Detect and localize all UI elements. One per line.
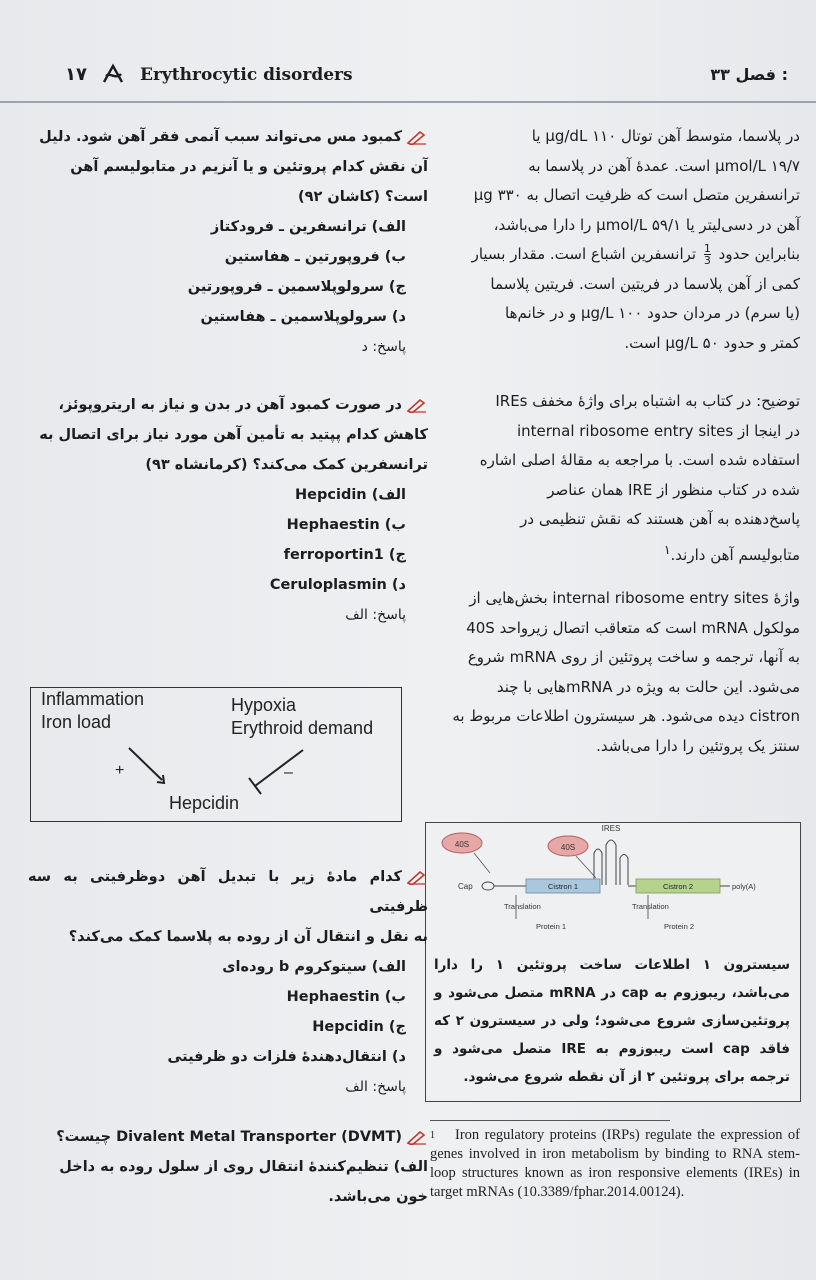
footnote-text: Iron regulatory proteins (IRPs) regulate the expression of genes involved in iron metabolism by binding to RNA stem-loop structures known as iron responsive elements (IREs) in target mRNAs (10.3389/fphar.2014.00124). (430, 1127, 800, 1200)
label-cap: Cap (458, 882, 473, 891)
stem-line: (DVMT) Divalent Metal Transporter چیست؟ (56, 1129, 402, 1145)
answer: پاسخ: الف (345, 1079, 406, 1095)
label-hypoxia: Hypoxia (231, 695, 297, 715)
footnote-marker: 1 (430, 1130, 435, 1141)
text-line: در اینجا از internal ribosome entry sites (516, 421, 800, 440)
ires-diagram (426, 823, 800, 948)
option-d: د) Ceruloplasmin (269, 577, 406, 593)
figure-caption: سیسترون ۱ اطلاعات ساخت پروتئین ۱ را دارا می‌باشد، ریبوزوم به cap در mRNA متصل می‌شود و پروتئین‌سازی شروع می‌شود؛ ولی در سیسترون ۲ که فاقد cap است ریبوزوم به IRE متصل می‌شود و ترجمه برای پروتئین ۲ از آن نقطه شروع می‌شود. (434, 957, 791, 1085)
option-c: ج) Hepcidin (312, 1019, 406, 1035)
text-line: مولکول mRNA است که متعاقب اتصال زیرواحد 40S (466, 618, 800, 637)
question-stem (28, 1122, 428, 1152)
question-stem (28, 862, 428, 952)
ires-figure (425, 822, 801, 1102)
label-minus: – (284, 764, 293, 781)
pen-icon (406, 129, 428, 145)
label-iron-load: Iron load (41, 712, 112, 732)
inhibition-bar (249, 778, 261, 794)
label-40s-left: 40S (454, 840, 470, 849)
label-cistron-2: Cistron 2 (662, 882, 694, 891)
stem-line: در صورت کمبود آهن در بدن و نیاز به اریتروپوئز، (58, 397, 402, 413)
option-b: ب) فروپورتین ـ هفاستین (224, 249, 406, 265)
left-column (28, 122, 428, 630)
header-divider (0, 101, 816, 103)
text-line: کمتر و حدود ۵۰ µg/L است. (624, 333, 800, 352)
option-a: الف) ترانسفرین ـ فرودکتاز (210, 219, 406, 235)
binding-arrow (474, 853, 490, 873)
inhibition-line (255, 750, 303, 786)
text-line: سنتز یک پروتئین را دارا می‌باشد. (596, 736, 800, 755)
stem-line: کاهش کدام پپتید به تأمین آهن مورد نیاز برای اتصال به (39, 427, 428, 443)
book-logo-icon (100, 62, 126, 88)
activation-arrow (129, 748, 162, 780)
text-line: آهن در دسی‌لیتر یا ۵۹/۱ µmol/L را دارا می‌باشد، (493, 215, 800, 234)
label-erythroid-demand: Erythroid demand (231, 718, 374, 738)
stem-line: آن نقش کدام پروتئین و یا آنزیم در متابولیسم آهن (70, 159, 428, 175)
text-line: کمی از آهن پلاسما در فریتین است. فریتین پلاسما (490, 274, 800, 293)
label-cistron-1: Cistron 1 (547, 882, 579, 891)
footnote (430, 1126, 800, 1202)
fraction-one-third (704, 243, 711, 266)
text-line: (یا سرم) در مردان حدود ۱۰۰ µg/L و در خانم‌ها (505, 304, 800, 322)
text-line: به آنها، ترجمه و ساخت پروتئین از روی mRNA شروع (467, 648, 800, 666)
text-line: ۱۹/۷ µmol/L است. عمدهٔ آهن در پلاسما به (528, 156, 800, 175)
stem-line: است؟ (کاشان ۹۲) (297, 189, 428, 205)
label-translation-2: Translation (632, 902, 669, 911)
label-protein-1: Protein 1 (536, 922, 567, 931)
running-title: Erythrocytic disorders (140, 65, 353, 85)
chapter-label: : فصل ۳۳ (710, 65, 788, 84)
text-line: شده در کتاب منظور از IRE همان عناصر (547, 480, 800, 499)
cap-structure-icon (482, 882, 494, 890)
text-line: متابولیسم آهن دارند. (670, 545, 800, 564)
label-plus: + (115, 762, 125, 779)
left-column-lower (28, 862, 428, 1212)
text-line-prefix: بنابراین حدود (718, 245, 800, 263)
option-a: الف) Hepcidin (295, 487, 406, 503)
text-line: استفاده شده است. با مراجعه به مقالهٔ اصلی اشاره (479, 451, 800, 469)
text-line: توضیح: در کتاب به اشتباه برای واژهٔ مخفف IREs (495, 392, 800, 410)
plasma-iron-paragraph (440, 122, 800, 358)
question-2 (28, 390, 428, 630)
option-b: ب) Hephaestin (286, 989, 406, 1005)
label-translation-1: Translation (504, 902, 541, 911)
answer-line: خون می‌باشد. (328, 1189, 428, 1205)
answer: پاسخ: الف (345, 607, 406, 623)
fraction-denominator: 3 (703, 254, 711, 267)
binding-arrow (576, 856, 596, 878)
question-stem (28, 122, 428, 212)
ires-definition-paragraph (440, 584, 800, 761)
option-c: ج) سرولوپلاسمین ـ فروپورتین (187, 279, 406, 295)
regulation-arrows (31, 688, 401, 821)
option-b: ب) Hephaestin (286, 517, 406, 533)
option-c: ج) ferroportin1 (283, 547, 406, 563)
page-number: ۱۷ (65, 64, 87, 85)
question-3 (28, 862, 428, 1102)
ires-note-paragraph (440, 387, 800, 570)
option-d: د) انتقال‌دهندهٔ فلزات دو ظرفیتی (167, 1049, 406, 1065)
page-header (60, 60, 796, 94)
stem-line: کدام مادهٔ زیر با تبدیل آهن دوظرفیتی به سه ظرفیتی (28, 869, 428, 915)
option-d: د) سرولوپلاسمین ـ هفاستین (200, 309, 406, 325)
label-ires: IRES (601, 824, 621, 833)
text-line: cistron دیده می‌شود. هر سیسترون اطلاعات مربوط به (452, 707, 800, 725)
text-line: ترانسفرین اشباع است. مقدار بسیار (471, 245, 697, 263)
pen-icon (406, 1129, 428, 1145)
text-line: واژهٔ internal ribosome entry sites بخش‌هایی از (469, 589, 800, 607)
stem-line: به نقل و انتقال آن از روده به پلاسما کمک می‌کند؟ (68, 929, 428, 945)
footnote-divider (430, 1120, 670, 1121)
ires-stem-loops (594, 840, 628, 885)
stem-line: ترانسفرین کمک می‌کند؟ (کرمانشاه ۹۳) (145, 457, 428, 473)
question-stem (28, 390, 428, 480)
label-40s-right: 40S (560, 843, 576, 852)
pen-icon (406, 397, 428, 413)
label-inflammation: Inflammation (41, 689, 145, 709)
hepcidin-regulation-diagram (30, 687, 402, 822)
label-protein-2: Protein 2 (664, 922, 695, 931)
fraction-numerator: 1 (703, 242, 711, 255)
answer: پاسخ: د (361, 339, 406, 355)
answer-line: الف) تنظیم‌کنندهٔ انتقال روی از سلول روده به داخل (59, 1159, 428, 1175)
text-line: پاسخ‌دهنده به آهن هستند که نقش تنظیمی در (520, 510, 800, 528)
text-line: در پلاسما، متوسط آهن توتال ۱۱۰ µg/dL یا (531, 127, 800, 145)
label-hepcidin: Hepcidin (169, 793, 240, 813)
right-column (440, 122, 800, 761)
footnote-reference[interactable]: ۱ (663, 541, 671, 557)
question-1 (28, 122, 428, 362)
stem-line: کمبود مس می‌تواند سبب آنمی فقر آهن شود. دلیل (39, 129, 402, 145)
text-line: ترانسفرین متصل است که ظرفیت اتصال به ۳۳۰ µg (473, 186, 800, 204)
text-line: می‌شود. این حالت به ویژه در mRNAهایی با چند (496, 677, 800, 696)
label-polya: poly(A) (732, 882, 756, 891)
question-4 (28, 1122, 428, 1212)
option-a: الف) سیتوکروم b روده‌ای (222, 959, 406, 975)
pen-icon (406, 869, 428, 885)
